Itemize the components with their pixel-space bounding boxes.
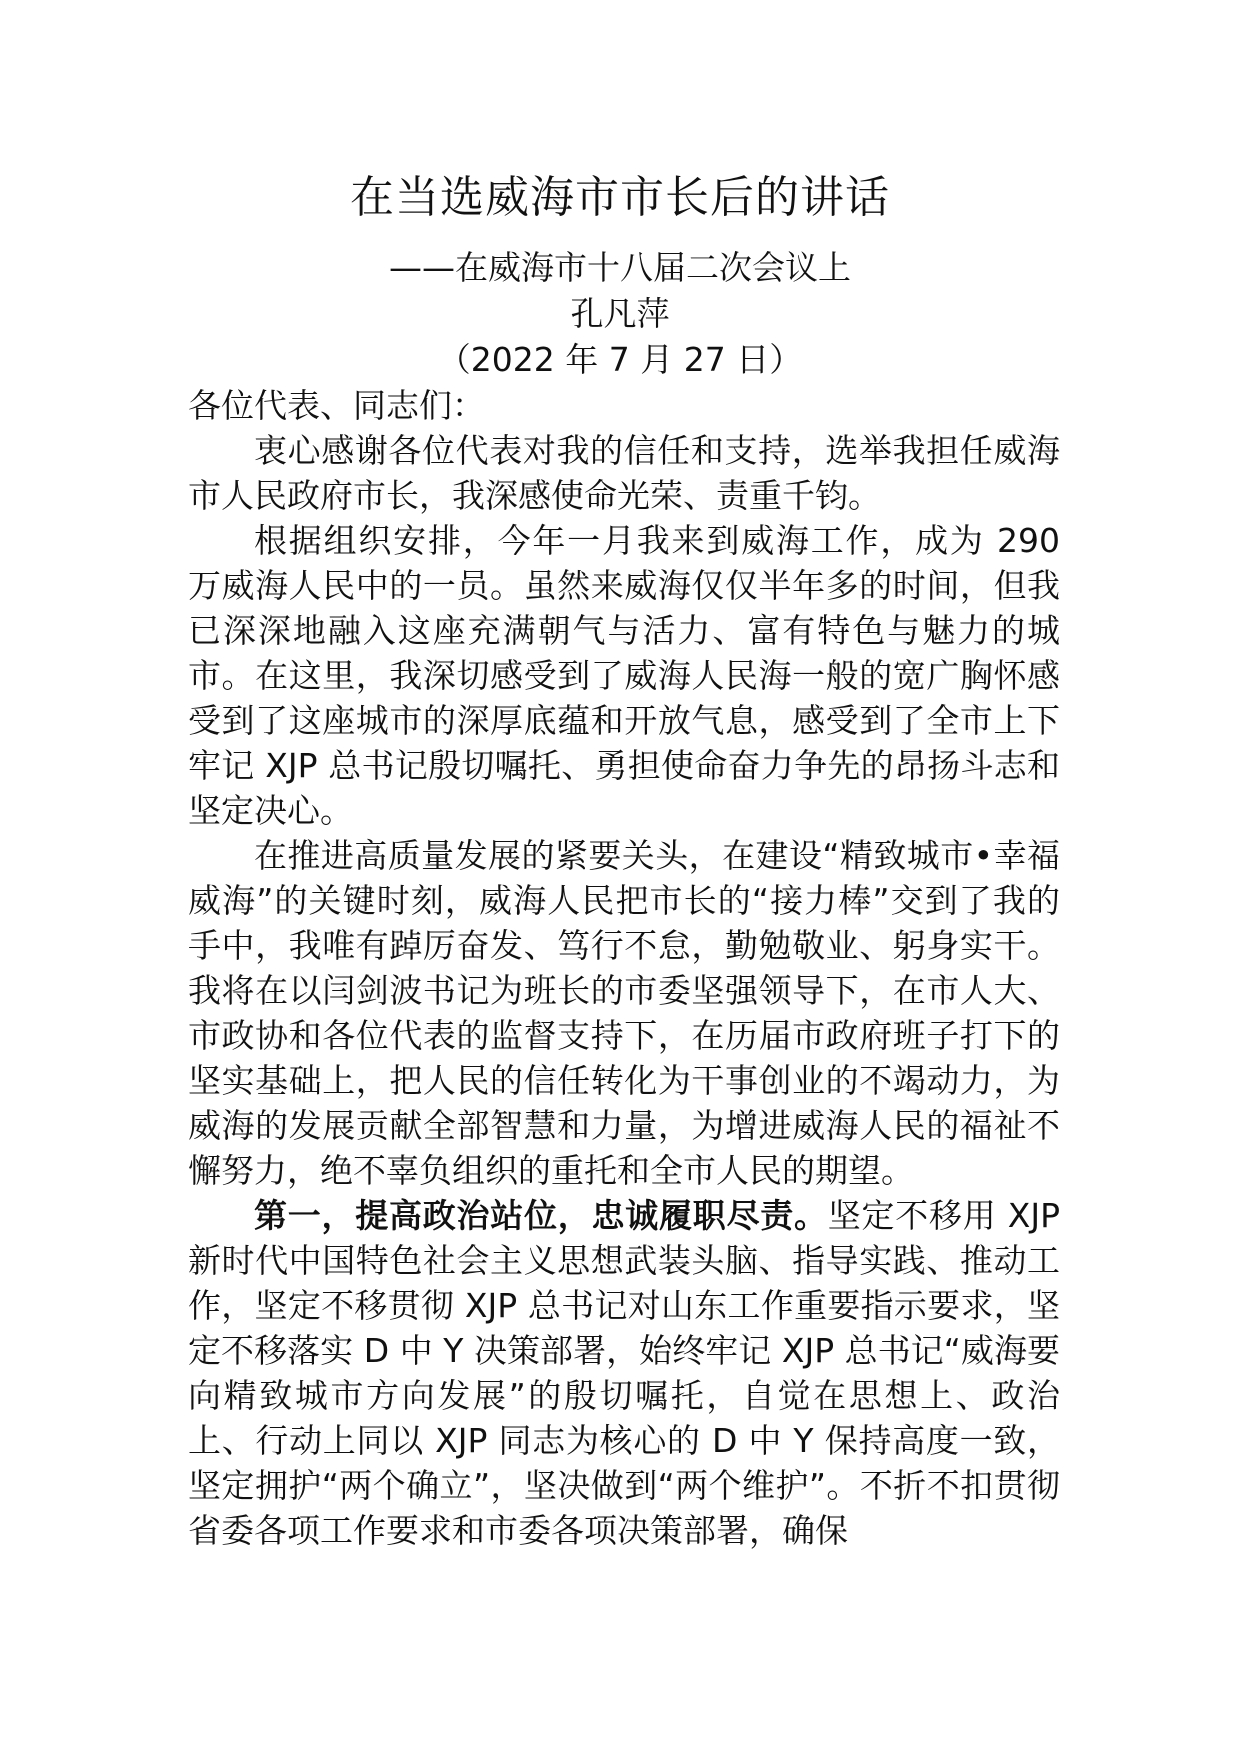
- document-body: [188, 383, 1060, 1553]
- document-author: 孔凡萍: [570, 294, 670, 333]
- salutation: 各位代表、同志们：: [188, 386, 485, 425]
- section-heading-1: 第一，提高政治站位，忠诚履职尽责。: [254, 1196, 828, 1235]
- document-subtitle: ——在威海市十八届二次会议上: [389, 248, 851, 287]
- paragraph-4: [188, 1193, 1060, 1553]
- paragraph-4-text: 坚定不移用 XJP 新时代中国特色社会主义思想武装头脑、指导实践、推动工作，坚定不移贯彻 XJP 总书记对山东工作重要指示要求，坚定不移落实 D 中 Y 决策部署，始终牢记 XJP 总书记“威海要向精致城市方向发展”的殷切嘱托，自觉在思想上、政治上、行动上同以 XJP 同志为核心的 D 中 Y 保持高度一致，坚定拥护“两个确立”，坚决做到“两个维护”。不折不扣贯彻省委各项工作要求和市委各项决策部署，确保: [188, 1196, 1060, 1550]
- document-title: 在当选威海市市长后的讲话: [350, 172, 890, 223]
- document-date: （2022 年 7 月 27 日）: [437, 340, 803, 379]
- paragraph-2: 根据组织安排，今年一月我来到威海工作，成为 290 万威海人民中的一员。虽然来威海仅仅半年多的时间，但我已深深地融入这座充满朝气与活力、富有特色与魅力的城市。在这里，我深切感受到了威海人民海一般的宽广胸怀感受到了这座城市的深厚底蕴和开放气息，感受到了全市上下牢记 XJP 总书记殷切嘱托、勇担使命奋力争先的昂扬斗志和坚定决心。: [188, 521, 1060, 830]
- paragraph-3: 在推进高质量发展的紧要关头，在建设“精致城市•幸福威海”的关键时刻，威海人民把市长的“接力棒”交到了我的手中，我唯有踔厉奋发、笃行不怠，勤勉敬业、躬身实干。我将在以闫剑波书记为班长的市委坚强领导下，在市人大、市政协和各位代表的监督支持下，在历届市政府班子打下的坚实基础上，把人民的信任转化为干事创业的不竭动力，为威海的发展贡献全部智慧和力量，为增进威海人民的福祉不懈努力，绝不辜负组织的重托和全市人民的期望。: [188, 836, 1060, 1190]
- paragraph-1: 衷心感谢各位代表对我的信任和支持，选举我担任威海市人民政府市长，我深感使命光荣、责重千钧。: [188, 431, 1060, 515]
